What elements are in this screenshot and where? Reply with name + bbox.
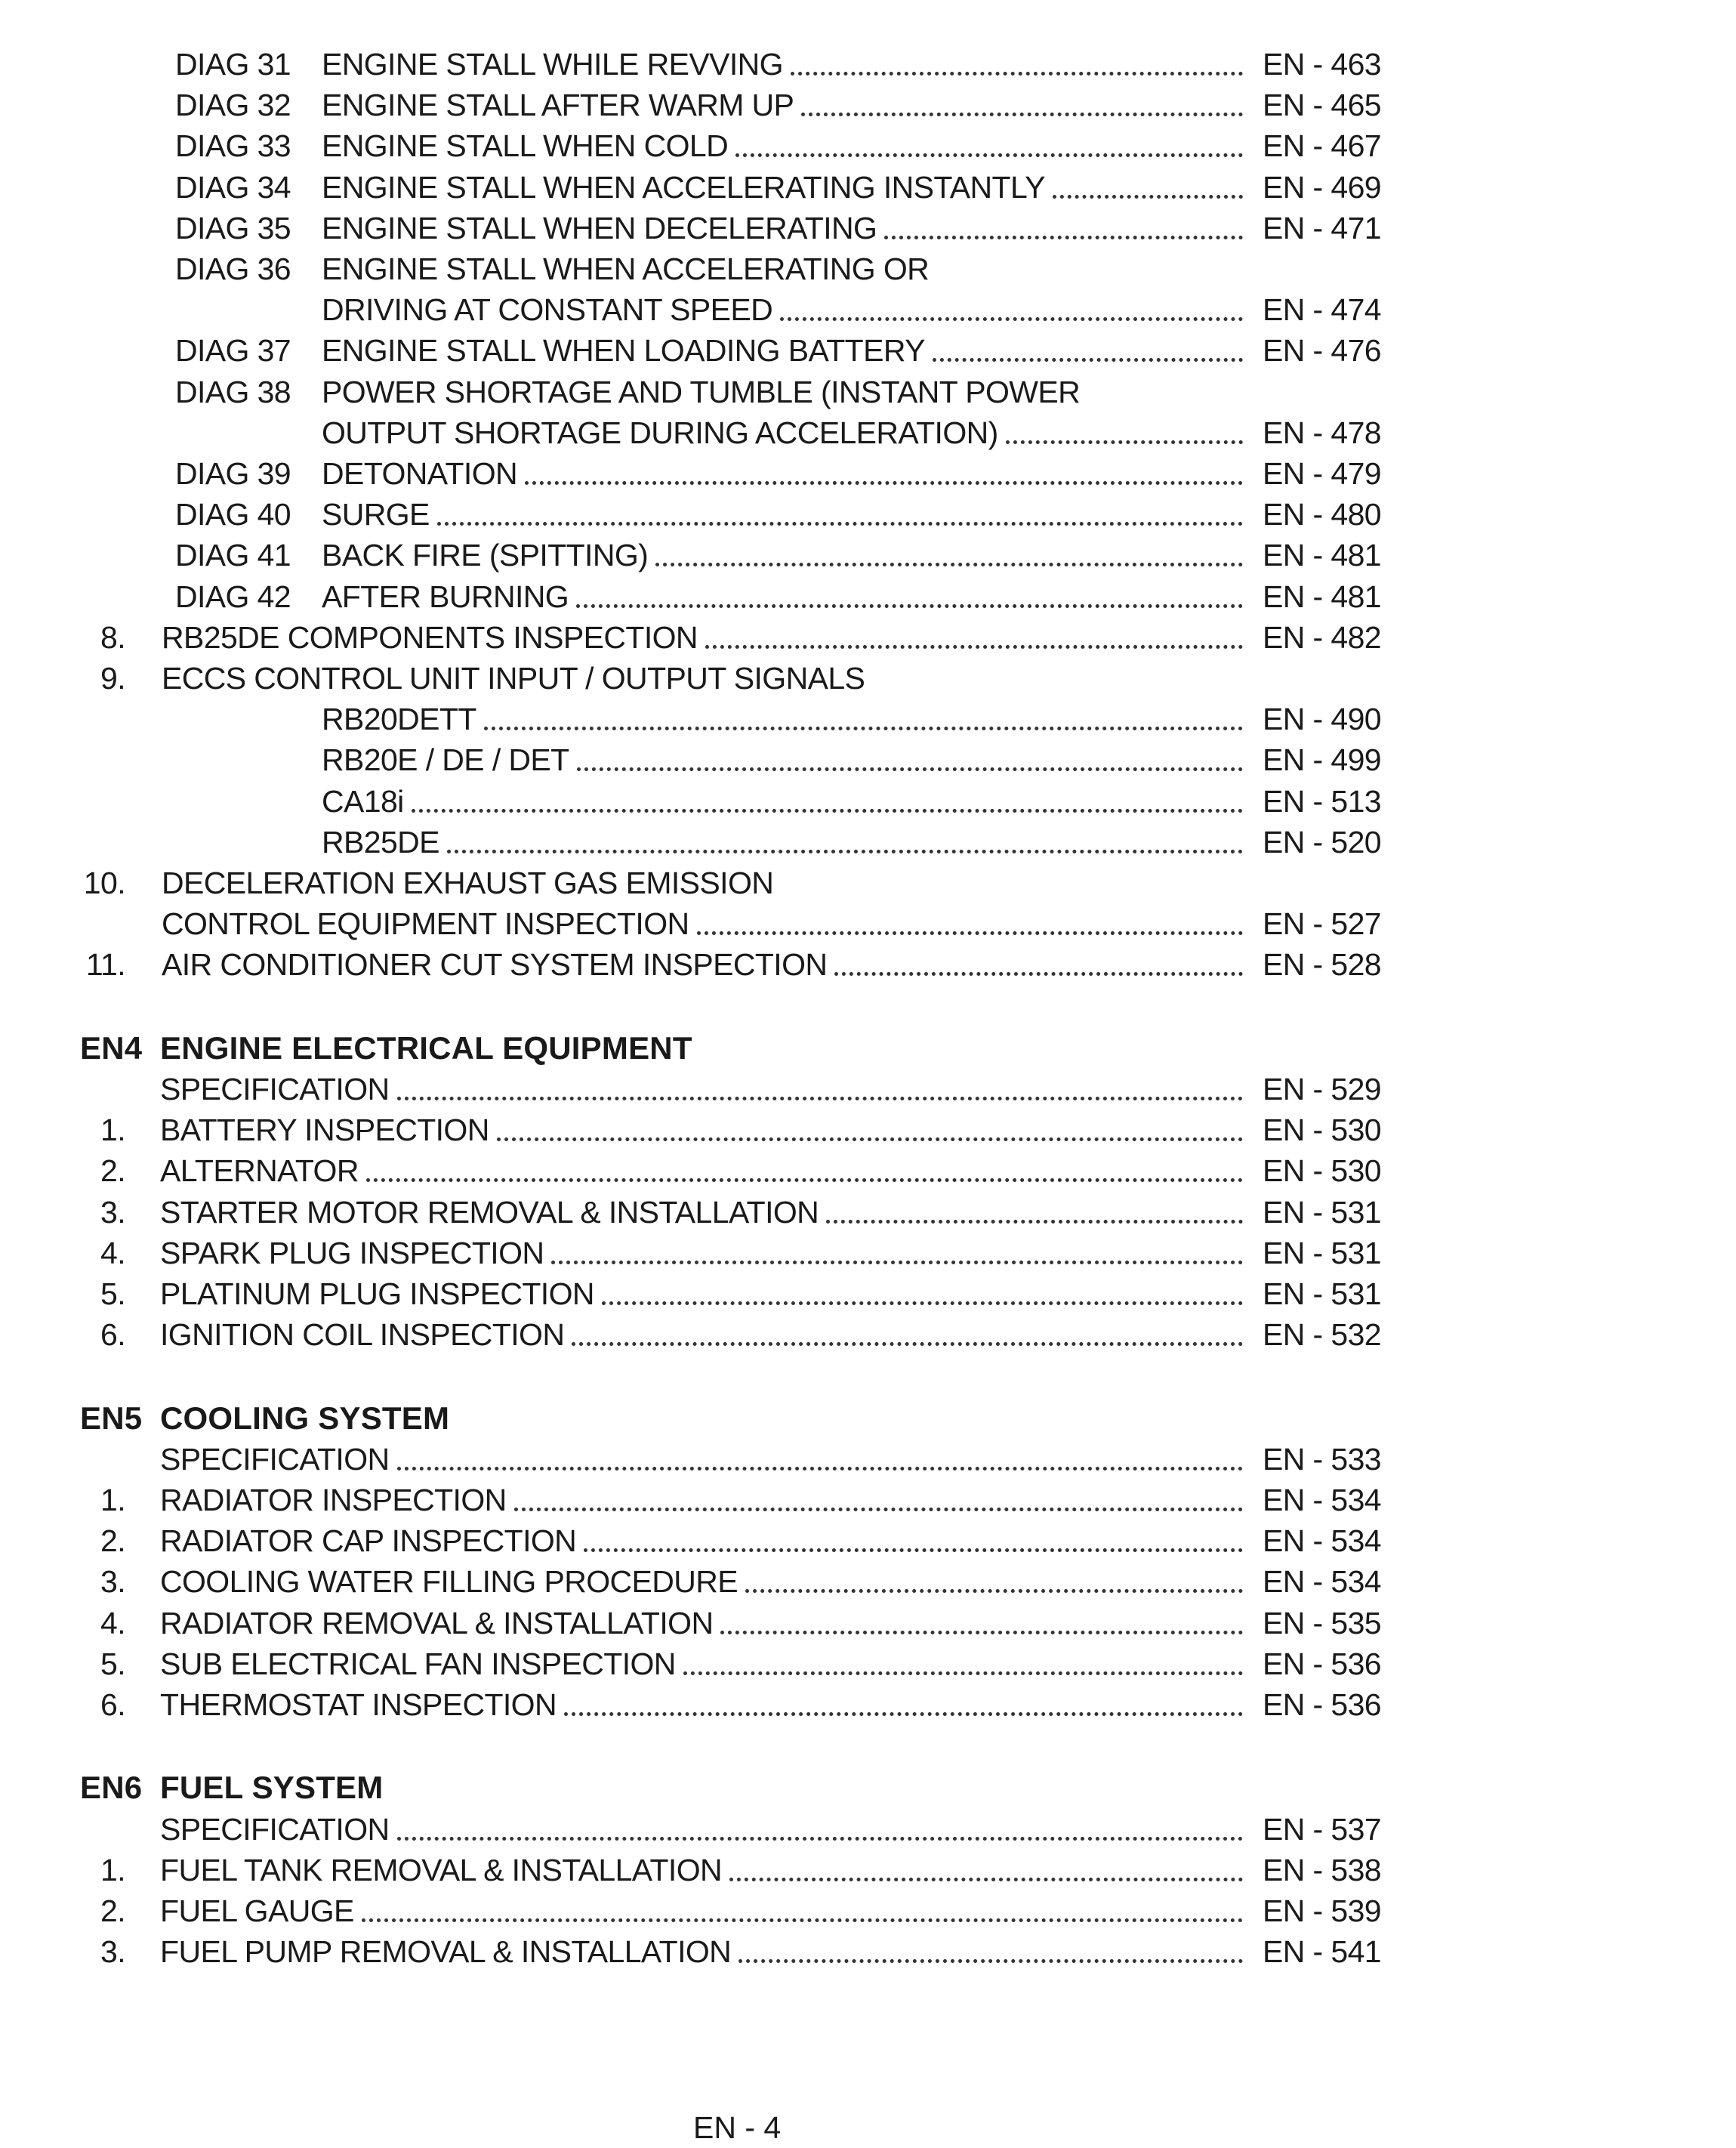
page-reference: EN - 513 — [1263, 783, 1381, 819]
entry-number: 3. — [100, 1194, 125, 1230]
toc-entry — [0, 1273, 1736, 1314]
toc-entry — [0, 167, 1736, 208]
page-reference: EN - 536 — [1263, 1687, 1381, 1722]
entry-title: OUTPUT SHORTAGE DURING ACCELERATION) — [322, 415, 998, 450]
entry-title: RADIATOR INSPECTION — [160, 1483, 507, 1517]
toc-entry — [0, 822, 1736, 863]
entry-title: STARTER MOTOR REMOVAL & INSTALLATION — [160, 1194, 819, 1230]
entry-number: 4. — [100, 1605, 125, 1640]
diag-code: DIAG 35 — [174, 210, 291, 245]
toc-entry — [0, 1480, 1736, 1520]
page-reference: EN - 481 — [1263, 538, 1381, 573]
entry-title: SURGE — [322, 497, 430, 532]
toc-entry — [0, 944, 1736, 985]
diag-code: DIAG 41 — [174, 538, 291, 573]
page-reference: EN - 469 — [1263, 169, 1381, 205]
toc-entry — [0, 739, 1736, 780]
toc-entry — [0, 1809, 1736, 1850]
toc-entry — [0, 1850, 1736, 1890]
page-reference: EN - 479 — [1263, 456, 1381, 491]
entry-title: RADIATOR REMOVAL & INSTALLATION — [160, 1605, 714, 1640]
dot-leader — [397, 1837, 1243, 1841]
diag-code: DIAG 36 — [174, 252, 291, 286]
toc-entry — [0, 1069, 1736, 1109]
toc-entry — [0, 699, 1736, 739]
section-title: FUEL SYSTEM — [160, 1770, 384, 1806]
entry-number: 2. — [100, 1153, 125, 1189]
entry-number: 8. — [100, 619, 125, 655]
toc-entry — [0, 1931, 1736, 1972]
entry-title: ECCS CONTROL UNIT INPUT / OUTPUT SIGNALS — [162, 661, 865, 696]
toc-entry — [0, 617, 1736, 658]
dot-leader — [497, 1137, 1243, 1141]
page-reference: EN - 534 — [1263, 1483, 1381, 1517]
page-reference: EN - 534 — [1263, 1523, 1381, 1559]
diag-code: DIAG 31 — [174, 47, 291, 82]
page-footer: EN - 4 — [693, 2110, 782, 2145]
dot-leader — [397, 1097, 1243, 1100]
entry-number: 11. — [85, 947, 125, 983]
entry-title: RB25DE — [322, 824, 439, 860]
entry-title: AIR CONDITIONER CUT SYSTEM INSPECTION — [162, 947, 828, 983]
page-reference: EN - 481 — [1263, 579, 1381, 614]
entry-title: ENGINE STALL WHILE REVVING — [322, 47, 783, 82]
dot-leader — [576, 604, 1243, 608]
dot-leader — [412, 809, 1243, 813]
entry-title: RB20DETT — [322, 702, 476, 737]
page-reference: EN - 532 — [1263, 1317, 1381, 1353]
page-reference: EN - 467 — [1263, 128, 1381, 164]
page-reference: EN - 534 — [1263, 1564, 1381, 1600]
diag-code: DIAG 42 — [174, 579, 291, 614]
dot-leader — [577, 767, 1243, 771]
entry-title: DRIVING AT CONSTANT SPEED — [322, 292, 773, 328]
page-reference: EN - 474 — [1263, 292, 1381, 328]
entry-title: ENGINE STALL WHEN COLD — [322, 128, 729, 164]
entry-title: RB25DE COMPONENTS INSPECTION — [162, 619, 698, 655]
dot-leader — [397, 1467, 1243, 1471]
entry-title: ENGINE STALL WHEN ACCELERATING OR — [322, 252, 930, 286]
dot-leader — [697, 931, 1244, 935]
entry-title: COOLING WATER FILLING PROCEDURE — [160, 1564, 738, 1600]
dot-leader — [514, 1508, 1243, 1511]
entry-title: AFTER BURNING — [322, 579, 569, 614]
entry-title: SUB ELECTRICAL FAN INSPECTION — [160, 1646, 676, 1681]
dot-leader — [801, 113, 1243, 116]
dot-leader — [884, 236, 1243, 239]
page-reference: EN - 536 — [1263, 1646, 1381, 1681]
toc-entry — [0, 125, 1736, 166]
diag-code: DIAG 32 — [174, 88, 291, 123]
dot-leader — [834, 972, 1243, 976]
toc-entry — [0, 781, 1736, 822]
entry-title: CA18i — [322, 783, 404, 819]
entry-number: 1. — [100, 1483, 125, 1517]
dot-leader — [564, 1712, 1243, 1716]
entry-number: 2. — [100, 1523, 125, 1559]
entry-title: ENGINE STALL AFTER WARM UP — [322, 88, 794, 123]
dot-leader — [933, 358, 1243, 362]
page-reference: EN - 529 — [1263, 1072, 1381, 1106]
entry-title: BATTERY INSPECTION — [160, 1113, 489, 1148]
dot-leader — [1006, 440, 1243, 444]
dot-leader — [437, 522, 1243, 526]
section-title: COOLING SYSTEM — [160, 1400, 450, 1436]
dot-leader — [366, 1178, 1243, 1182]
entry-title: DETONATION — [322, 456, 517, 491]
page-reference: EN - 528 — [1263, 947, 1381, 983]
toc-entry — [0, 412, 1736, 453]
entry-title: SPARK PLUG INSPECTION — [160, 1235, 544, 1270]
entry-title: RB20E / DE / DET — [322, 742, 569, 778]
toc-entry — [0, 44, 1736, 85]
dot-leader — [720, 1631, 1243, 1634]
entry-title: ALTERNATOR — [160, 1153, 359, 1189]
entry-number: 6. — [100, 1687, 125, 1722]
section-heading — [80, 1767, 383, 1808]
entry-title: POWER SHORTAGE AND TUMBLE (INSTANT POWER — [322, 374, 1081, 409]
page-reference: EN - 530 — [1263, 1113, 1381, 1148]
entry-number: 3. — [100, 1564, 125, 1600]
page-reference: EN - 531 — [1263, 1194, 1381, 1230]
toc-entry — [0, 535, 1736, 576]
dot-leader — [729, 1878, 1243, 1881]
page-reference: EN - 465 — [1263, 88, 1381, 123]
section-code: EN6 — [80, 1770, 143, 1806]
toc-entry — [0, 1233, 1736, 1273]
page-reference: EN - 471 — [1263, 210, 1381, 245]
page-reference: EN - 531 — [1263, 1235, 1381, 1270]
entry-number: 2. — [100, 1893, 125, 1928]
page-reference: EN - 520 — [1263, 824, 1381, 860]
toc-entry — [0, 1643, 1736, 1684]
entry-title: IGNITION COIL INSPECTION — [160, 1317, 565, 1353]
entry-title: SPECIFICATION — [160, 1072, 390, 1106]
entry-title: RADIATOR CAP INSPECTION — [160, 1523, 577, 1559]
dot-leader — [791, 72, 1243, 76]
entry-title: BACK FIRE (SPITTING) — [322, 538, 649, 573]
dot-leader — [745, 1589, 1243, 1593]
section-heading — [80, 1028, 692, 1069]
page-reference: EN - 539 — [1263, 1893, 1381, 1928]
page-reference: EN - 537 — [1263, 1811, 1381, 1847]
toc-entry — [0, 1603, 1736, 1643]
entry-title: FUEL GAUGE — [160, 1893, 354, 1928]
toc-entry — [0, 1684, 1736, 1725]
dot-leader — [1053, 195, 1243, 199]
entry-title: ENGINE STALL WHEN DECELERATING — [322, 210, 877, 245]
entry-title: DECELERATION EXHAUST GAS EMISSION — [162, 866, 774, 900]
dot-leader — [551, 1261, 1243, 1264]
entry-title: SPECIFICATION — [160, 1441, 390, 1477]
toc-entry — [0, 658, 1736, 699]
entry-number: 1. — [100, 1852, 125, 1887]
page-reference: EN - 476 — [1263, 333, 1381, 369]
entry-number: 9. — [100, 661, 125, 696]
dot-leader — [655, 563, 1243, 566]
dot-leader — [738, 1959, 1243, 1963]
toc-entry — [0, 330, 1736, 371]
diag-code: DIAG 39 — [174, 456, 291, 491]
dot-leader — [705, 645, 1243, 649]
entry-title: THERMOSTAT INSPECTION — [160, 1687, 557, 1722]
entry-number: 5. — [100, 1276, 125, 1311]
entry-title: ENGINE STALL WHEN ACCELERATING INSTANTLY — [322, 169, 1045, 205]
page-reference: EN - 463 — [1263, 47, 1381, 82]
entry-number: 3. — [100, 1934, 125, 1970]
entry-number: 10. — [83, 866, 125, 900]
toc-entry — [0, 576, 1736, 617]
section-title: ENGINE ELECTRICAL EQUIPMENT — [160, 1029, 692, 1066]
toc-entry — [0, 85, 1736, 125]
page-reference: EN - 499 — [1263, 742, 1381, 778]
entry-number: 6. — [100, 1317, 125, 1353]
page-reference: EN - 538 — [1263, 1852, 1381, 1887]
toc-entry — [0, 289, 1736, 330]
toc-entry — [0, 1150, 1736, 1191]
toc-entry — [0, 1561, 1736, 1602]
page-reference: EN - 490 — [1263, 702, 1381, 737]
page-reference: EN - 531 — [1263, 1276, 1381, 1311]
dot-leader — [362, 1918, 1243, 1922]
diag-code: DIAG 34 — [174, 169, 291, 205]
dot-leader — [484, 727, 1243, 730]
dot-leader — [826, 1220, 1243, 1224]
diag-code: DIAG 38 — [174, 374, 291, 409]
dot-leader — [780, 317, 1243, 321]
dot-leader — [602, 1301, 1243, 1305]
toc-entry — [0, 453, 1736, 494]
toc-entry — [0, 372, 1736, 412]
toc-entry — [0, 494, 1736, 535]
section-code: EN5 — [80, 1400, 143, 1436]
page-reference: EN - 478 — [1263, 415, 1381, 450]
toc-entry — [0, 208, 1736, 248]
page-reference: EN - 533 — [1263, 1441, 1381, 1477]
dot-leader — [447, 850, 1243, 853]
diag-code: DIAG 40 — [174, 497, 291, 532]
toc-entry — [0, 1439, 1736, 1480]
dot-leader — [683, 1671, 1243, 1675]
entry-title: FUEL PUMP REMOVAL & INSTALLATION — [160, 1934, 732, 1970]
toc-entry — [0, 1109, 1736, 1150]
section-code: EN4 — [80, 1029, 143, 1066]
entry-title: PLATINUM PLUG INSPECTION — [160, 1276, 594, 1311]
page-reference: EN - 535 — [1263, 1605, 1381, 1640]
toc-entry — [0, 863, 1736, 903]
page-reference: EN - 482 — [1263, 619, 1381, 655]
entry-title: SPECIFICATION — [160, 1811, 390, 1847]
page-reference: EN - 541 — [1263, 1934, 1381, 1970]
dot-leader — [584, 1548, 1243, 1552]
diag-code: DIAG 37 — [174, 333, 291, 369]
entry-number: 5. — [100, 1646, 125, 1681]
entry-title: ENGINE STALL WHEN LOADING BATTERY — [322, 333, 925, 369]
dot-leader — [735, 153, 1243, 157]
entry-title: FUEL TANK REMOVAL & INSTALLATION — [160, 1852, 723, 1887]
entry-title: CONTROL EQUIPMENT INSPECTION — [162, 906, 689, 942]
page-reference: EN - 480 — [1263, 497, 1381, 532]
toc-entry — [0, 1890, 1736, 1931]
dot-leader — [572, 1342, 1243, 1346]
toc-entry — [0, 1192, 1736, 1233]
page-reference: EN - 527 — [1263, 906, 1381, 942]
toc-entry — [0, 1314, 1736, 1355]
dot-leader — [525, 481, 1243, 485]
toc-entry — [0, 248, 1736, 289]
entry-number: 1. — [100, 1113, 125, 1148]
page-reference: EN - 530 — [1263, 1153, 1381, 1189]
toc-entry — [0, 1520, 1736, 1561]
section-heading — [80, 1398, 449, 1439]
diag-code: DIAG 33 — [174, 128, 291, 164]
toc-entry — [0, 903, 1736, 944]
entry-number: 4. — [100, 1235, 125, 1270]
